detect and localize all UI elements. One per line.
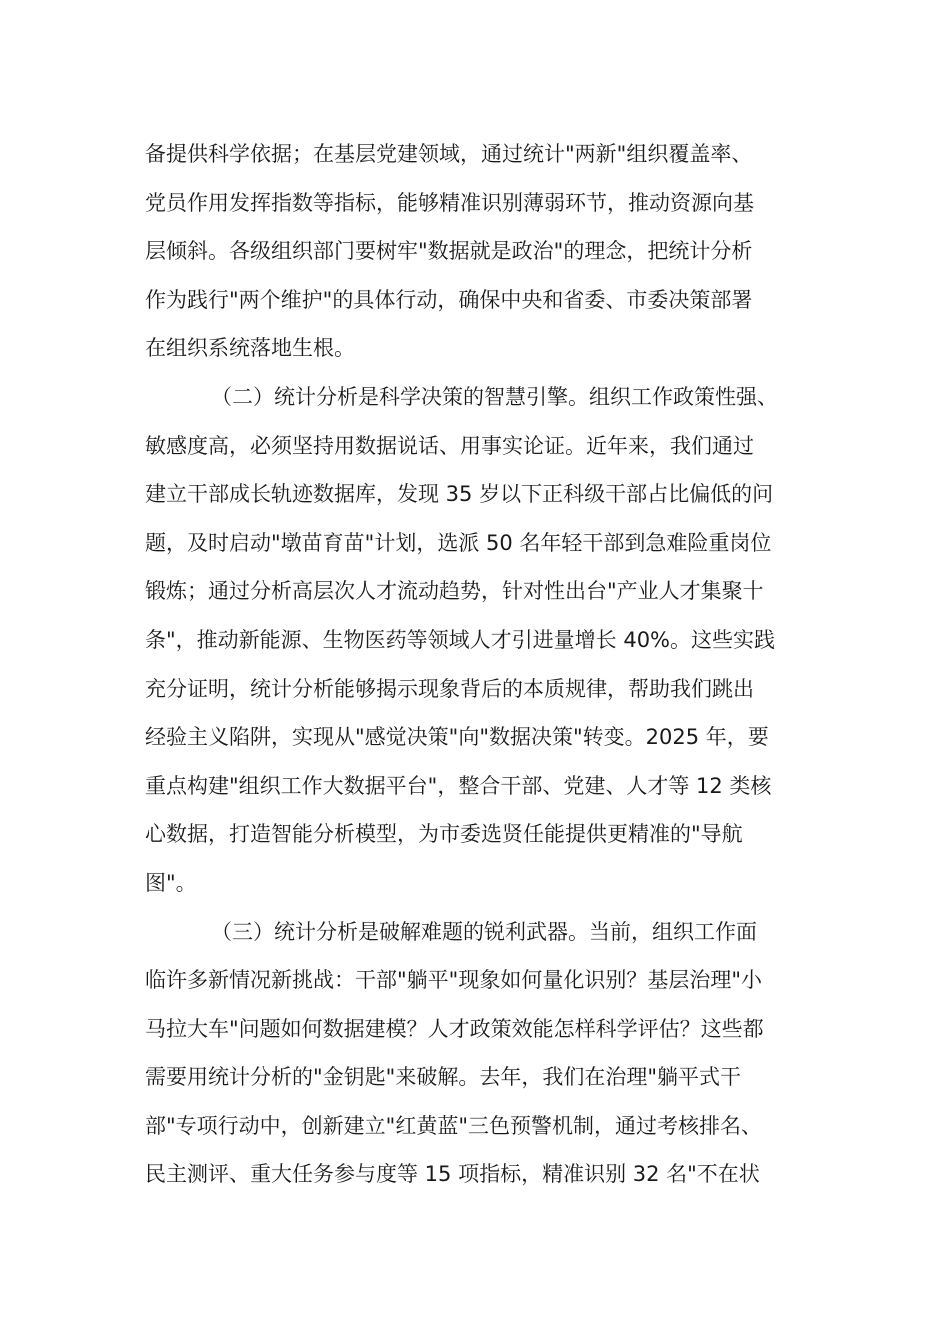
paragraph-1-continued [145, 130, 835, 373]
text-line: 部"专项行动中，创新建立"红黄蓝"三色预警机制，通过考核排名、 [145, 1113, 762, 1138]
text-line: 图"。 [145, 870, 197, 895]
document-body [145, 130, 835, 1199]
text-line: 锻炼；通过分析高层次人才流动趋势，针对性出台"产业人才集聚十 [145, 579, 764, 604]
paragraph-2 [145, 373, 835, 908]
paragraph-3 [145, 908, 835, 1200]
text-line: 备提供科学依据；在基层党建领域，通过统计"两新"组织覆盖率、 [145, 142, 753, 166]
text-line: 层倾斜。各级组织部门要树牢"数据就是政治"的理念，把统计分析 [145, 239, 753, 264]
text-line: 在组织系统落地生根。 [145, 336, 355, 361]
text-line: 重点构建"组织工作大数据平台"，整合干部、党建、人才等 12 类核 [145, 773, 772, 798]
text-line: 临许多新情况新挑战：干部"躺平"现象如何量化识别？基层治理"小 [145, 968, 762, 993]
text-line: 民主测评、重大任务参与度等 15 项指标，精准识别 32 名"不在状 [145, 1162, 760, 1187]
paragraph-heading-line: （二）统计分析是科学决策的智慧引擎。组织工作政策性强、 [211, 384, 778, 409]
text-line: 作为践行"两个维护"的具体行动，确保中央和省委、市委决策部署 [145, 287, 753, 312]
text-line: 题，及时启动"墩苗育苗"计划，选派 50 名年轻干部到急难险重岗位 [145, 530, 772, 555]
text-line: 条"，推动新能源、生物医药等领域人才引进量增长 40%。这些实践 [145, 627, 776, 652]
text-line: 经验主义陷阱，实现从"感觉决策"向"数据决策"转变。2025 年，要 [145, 725, 769, 750]
text-line: 建立干部成长轨迹数据库，发现 35 岁以下正科级干部占比偏低的问 [145, 482, 774, 507]
paragraph-heading-line: （三）统计分析是破解难题的锐利武器。当前，组织工作面 [211, 919, 757, 944]
text-line: 心数据，打造智能分析模型，为市委选贤任能提供更精准的"导航 [145, 822, 743, 847]
text-line: 需要用统计分析的"金钥匙"来破解。去年，我们在治理"躺平式干 [145, 1065, 741, 1090]
text-line: 党员作用发挥指数等指标，能够精准识别薄弱环节，推动资源向基 [145, 190, 754, 215]
text-line: 马拉大车"问题如何数据建模？人才政策效能怎样科学评估？这些都 [145, 1016, 764, 1041]
text-line: 充分证明，统计分析能够揭示现象背后的本质规律，帮助我们跳出 [145, 676, 754, 701]
text-line: 敏感度高，必须坚持用数据说话、用事实论证。近年来，我们通过 [145, 433, 754, 458]
